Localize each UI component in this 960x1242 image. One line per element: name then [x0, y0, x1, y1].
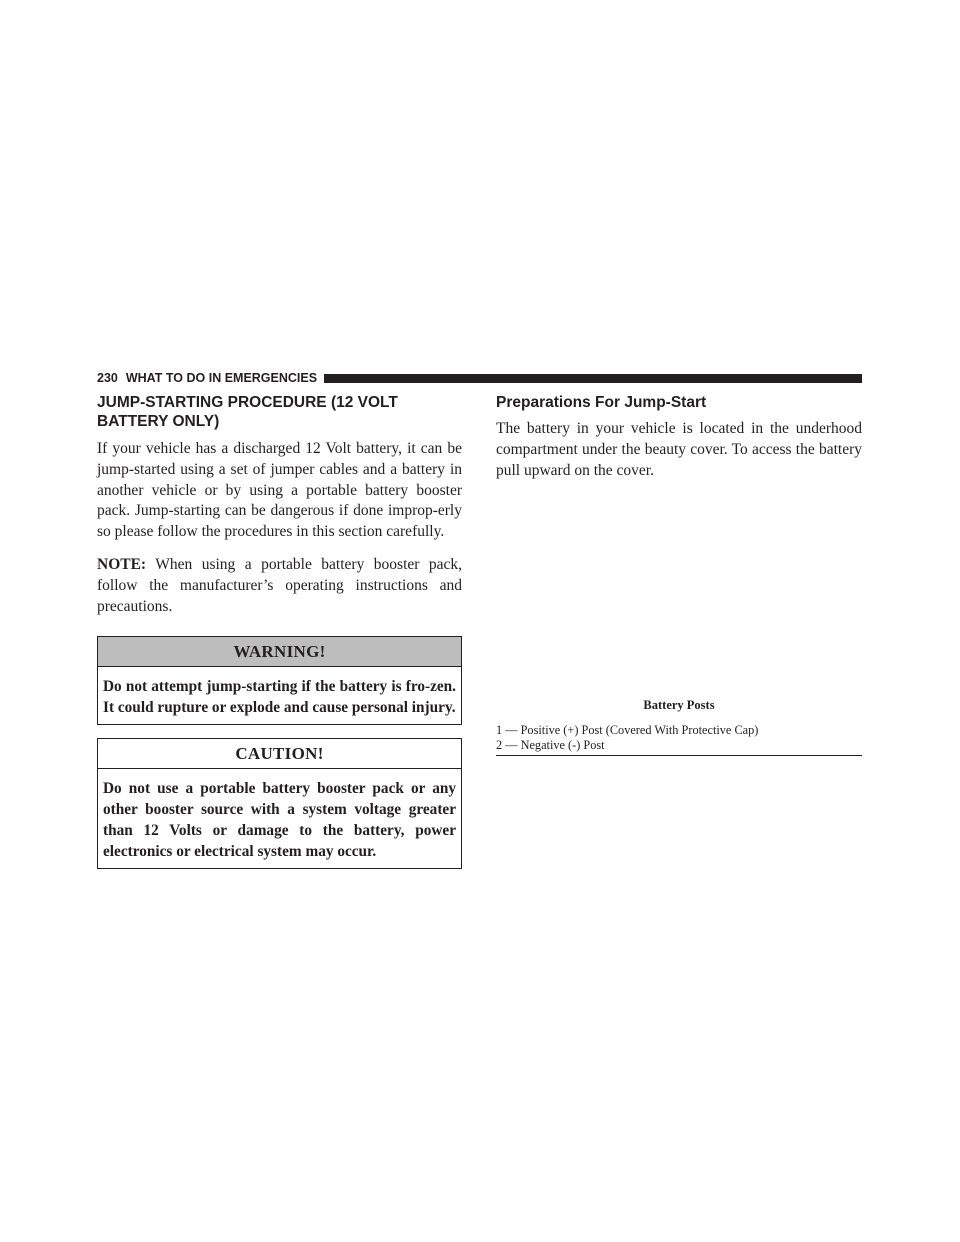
- warning-text: Do not attempt jump-starting if the battery is fro-zen. It could rupture or explode and cause personal injury.: [103, 678, 456, 717]
- caution-box: [97, 738, 462, 869]
- main-heading: JUMP-STARTING PROCEDURE (12 VOLT BATTERY ONLY): [97, 394, 398, 430]
- battery-posts-figure: [496, 485, 862, 690]
- section-title: WHAT TO DO IN EMERGENCIES: [125, 371, 318, 385]
- warning-box: [97, 636, 462, 725]
- note-paragraph: [97, 555, 462, 617]
- figure-legend: [496, 723, 862, 756]
- figure-title: Battery Posts: [643, 698, 715, 712]
- preparations-paragraph: The battery in your vehicle is located in the underhood compartment under the beauty cover. To access the battery pull upward on the cover.: [496, 420, 862, 479]
- header-rule: [324, 374, 862, 383]
- caution-text: Do not use a portable battery booster pack or any other booster source with a system voltage greater than 12 Volts or damage to the battery, power electronics or electrical system may occur.: [103, 780, 456, 861]
- note-label: NOTE:: [97, 555, 147, 573]
- subsection-heading: Preparations For Jump-Start: [496, 394, 707, 411]
- legend-item: 1 — Positive (+) Post (Covered With Protective Cap): [496, 723, 759, 737]
- caution-title: CAUTION!: [98, 739, 461, 769]
- page-number: 230: [97, 371, 118, 385]
- intro-paragraph: If your vehicle has a discharged 12 Volt battery, it can be jump-started using a set of jumper cables and a battery in another vehicle or by using a portable battery booster pack. Jump-starting can be dangerous if done improp-erly so please follow the procedures in this section carefully.: [97, 440, 462, 541]
- warning-title: WARNING!: [98, 637, 461, 667]
- left-column: [97, 393, 462, 869]
- legend-item: 2 — Negative (-) Post: [496, 738, 605, 752]
- right-column: [496, 393, 862, 493]
- note-text: When using a portable battery booster pack, follow the manufacturer’s operating instructions and precautions.: [97, 555, 462, 615]
- page-header: [97, 370, 862, 386]
